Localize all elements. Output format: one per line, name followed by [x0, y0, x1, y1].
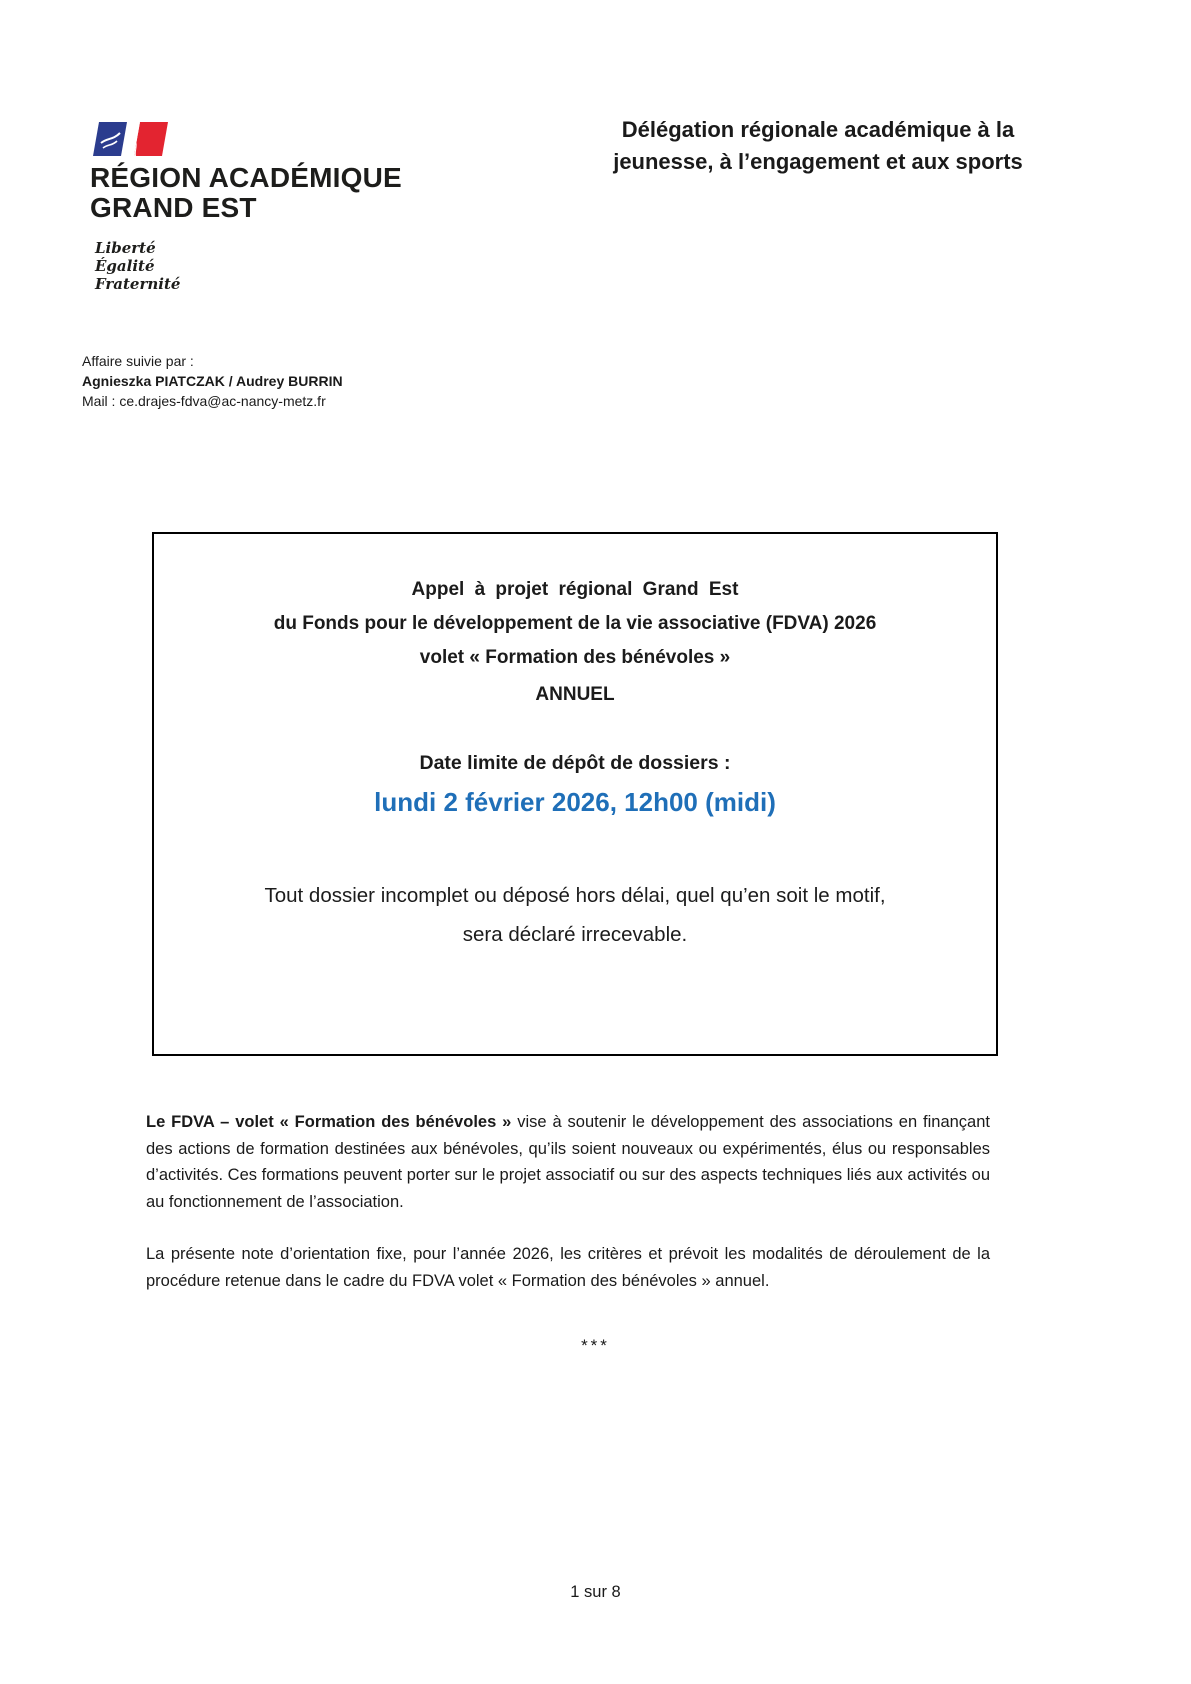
service-title-line2: jeunesse, à l’engagement et aux sports: [613, 149, 1023, 174]
logo-region-line2: GRAND EST: [90, 192, 257, 223]
service-title: [596, 114, 1040, 178]
contact-label: Affaire suivie par :: [82, 353, 194, 369]
region-academique-logo: [90, 122, 450, 293]
motto-egalite: Égalité: [95, 257, 155, 275]
notice-box: [152, 532, 998, 1056]
flag-red-shape: [134, 122, 168, 156]
deadline-value: lundi 2 février 2026, 12h00 (midi): [374, 787, 776, 817]
paragraph-note-orientation: La présente note d’orientation fixe, pour l’année 2026, les critères et prévoit les modalités de déroulement de la procédure retenue dans le cadre du FDVA volet « Formation des bénévoles » annuel.: [146, 1245, 990, 1290]
logo-region-line1: RÉGION ACADÉMIQUE: [90, 162, 402, 193]
deadline-label: Date limite de dépôt de dossiers :: [419, 752, 731, 774]
logo-region-name: [90, 163, 450, 223]
section-separator-stars: ***: [581, 1336, 610, 1355]
incomplete-file-warning: Tout dossier incomplet ou déposé hors délai, quel qu’en soit le motif, sera déclaré irrecevable.: [264, 884, 886, 946]
paragraph-lead-bold: Le FDVA – volet « Formation des bénévoles »: [146, 1113, 512, 1131]
contact-mail: Mail : ce.drajes-fdva@ac-nancy-metz.fr: [82, 393, 326, 409]
notice-title-annuel: ANNUEL: [535, 684, 615, 705]
body-text: [146, 1109, 990, 1294]
motto-liberte: Liberté: [95, 239, 156, 257]
logo-motto: [95, 239, 450, 293]
contact-block: [82, 351, 343, 411]
notice-title-line3: volet « Formation des bénévoles »: [419, 647, 731, 668]
service-title-line1: Délégation régionale académique à la: [621, 117, 1015, 142]
paragraph-lead-rest: vise à soutenir le développement des associations en finançant des actions de formation destinées aux bénévoles, qu’ils soient nouveaux ou expérimentés, élus ou responsables d’activités. Ces formations peuvent porter sur le projet associatif ou sur des aspects techniques liés aux activités ou au fonctionnement de l’association.: [146, 1113, 990, 1211]
paragraph-fdva-description: [146, 1109, 990, 1215]
page-number: 1 sur 8: [570, 1583, 621, 1601]
contact-names: Agnieszka PIATCZAK / Audrey BURRIN: [82, 373, 343, 389]
notice-title-line1: Appel à projet régional Grand Est: [411, 579, 739, 600]
motto-fraternite: Fraternité: [95, 275, 181, 293]
notice-title-line2: du Fonds pour le développement de la vie associative (FDVA) 2026: [273, 613, 877, 634]
marianne-flag-icon: [93, 122, 170, 156]
